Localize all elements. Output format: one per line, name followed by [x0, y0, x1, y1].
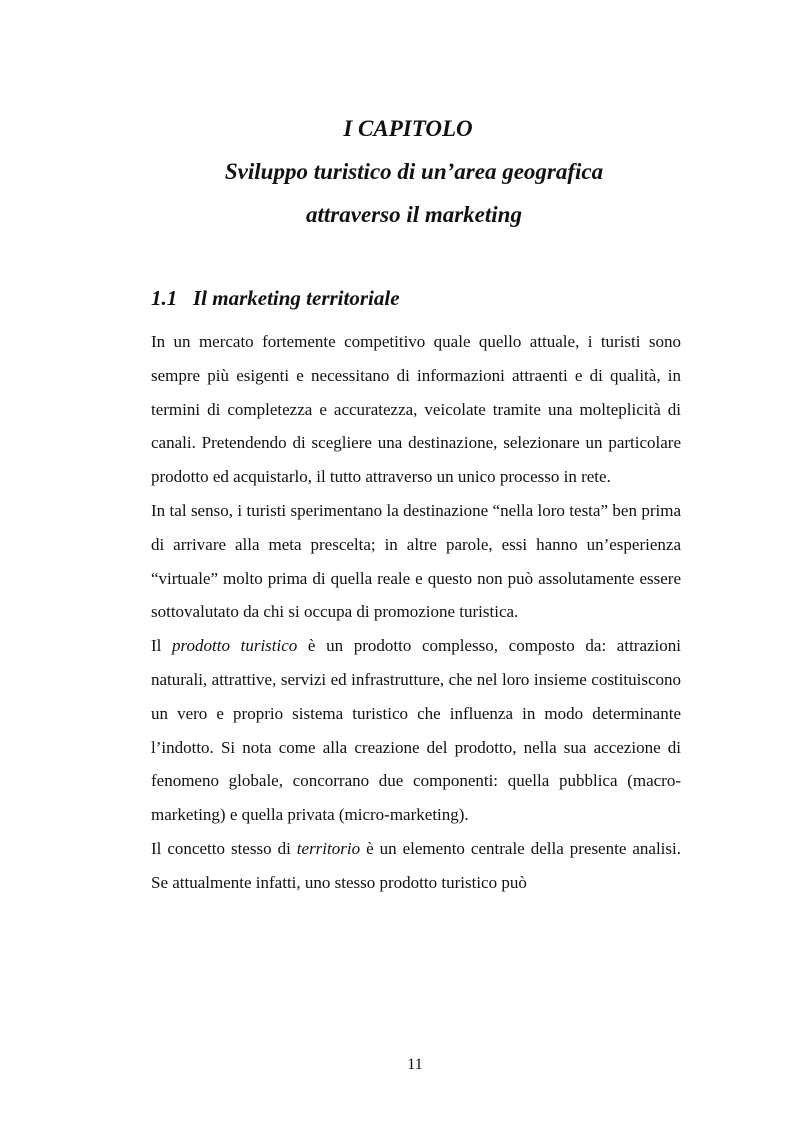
term-territorio: territorio — [296, 838, 361, 858]
section-title: Il marketing territoriale — [193, 286, 400, 310]
paragraph-2: In tal senso, i turisti sperimentano la destinazione “nella loro testa” ben prima di arrivare alla meta prescelta; in altre parole, essi hanno un’esperienza “virtuale” molto prima di quella reale e questo non può assolutamente essere sottovalutato da chi si occupa di promozione turistica. — [151, 500, 681, 622]
paragraph-4-start: Il concetto stesso di — [151, 838, 297, 858]
chapter-label: I CAPITOLO — [343, 116, 473, 141]
section-number: 1.1 — [151, 286, 178, 310]
chapter-title-line-1: Sviluppo turistico di un’area geografica — [224, 159, 604, 184]
paragraph-3-start: Il — [151, 636, 173, 656]
section-heading — [151, 288, 400, 309]
paragraph-4 — [151, 832, 681, 900]
paragraph-3-rest: è un prodotto complesso, composto da: attrazioni naturali, attrattive, servizi ed infrastrutture, che nel loro insieme costituiscono un vero e proprio sistema turistico che influenza in modo determinante l’indotto. Si nota come alla creazione del prodotto, nella sua accezione di fenomeno globale, concorrano due componenti: quella pubblica (macro-marketing) e quella privata (micro-marketing). — [151, 636, 681, 825]
paragraph-3 — [151, 629, 681, 832]
paragraph-1: In un mercato fortemente competitivo quale quello attuale, i turisti sono sempre più esigenti e necessitano di informazioni attraenti e di qualità, in termini di completezza e accuratezza, veicolate tramite una molteplicità di canali. Pretendendo di scegliere una destinazione, selezionare un particolare prodotto ed acquistarlo, il tutto attraverso un unico processo in rete. — [151, 332, 681, 487]
term-prodotto-turistico: prodotto turistico — [172, 636, 298, 656]
page-number: 11 — [407, 1056, 423, 1073]
chapter-title-line-2: attraverso il marketing — [306, 202, 522, 227]
paragraph-4-rest: è un elemento centrale della presente analisi. Se attualmente infatti, uno stesso prodotto turistico può — [151, 838, 681, 892]
body-text — [151, 325, 681, 900]
